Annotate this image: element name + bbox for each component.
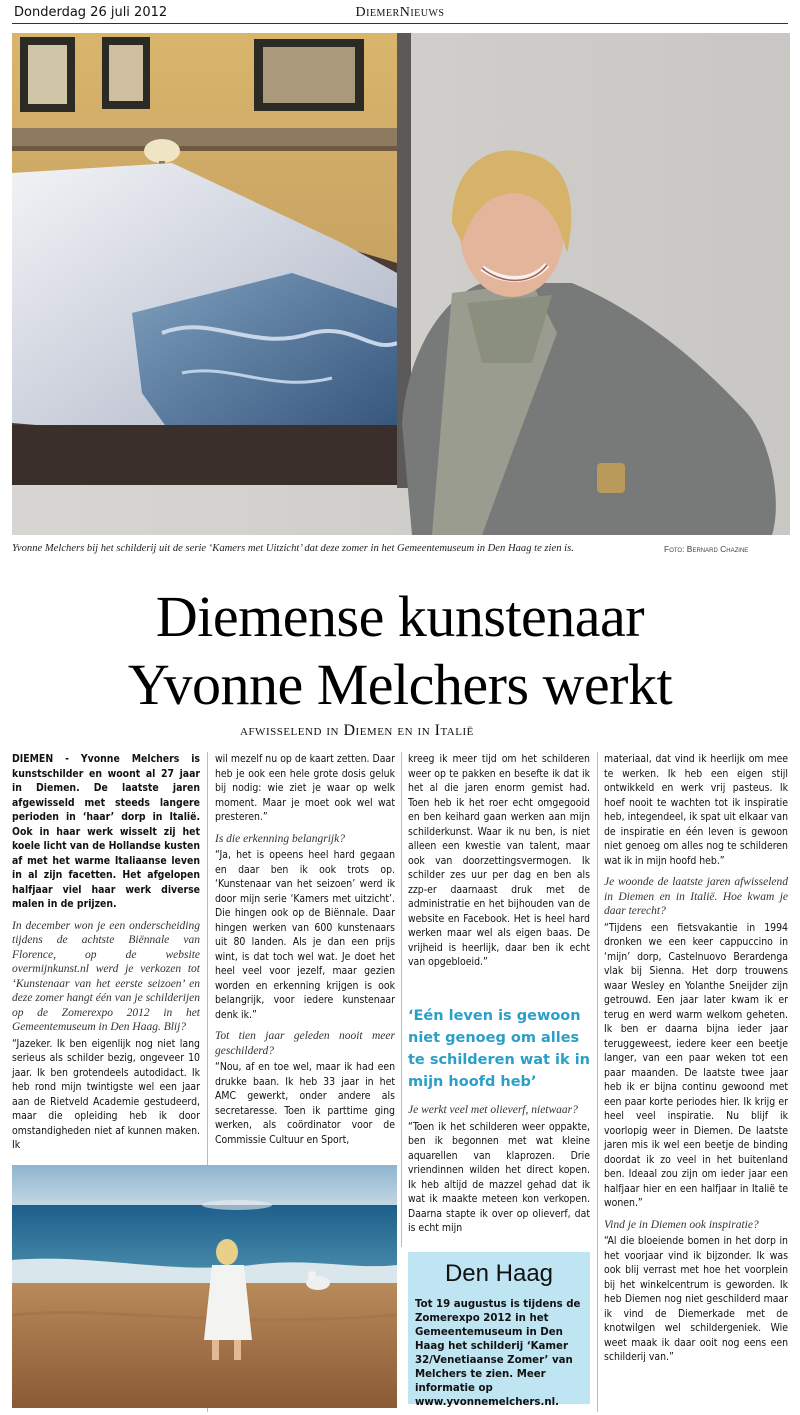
info-box-title: Den Haag — [444, 1260, 554, 1287]
interview-answer: wil mezelf nu op de kaart zetten. Daar heb je ook een hele grote dosis geluk bij nodig: wie ziet je waar op welk moment. Maar je moet ook wel wat presteren.” — [215, 753, 395, 823]
interview-question: Je woonde de laatste jaren afwisselend in Diemen en in Italië. Hoe kwam je daar terecht? — [604, 876, 788, 917]
beach-painting — [12, 1165, 397, 1408]
article-column-1 — [12, 752, 200, 1160]
article-intro: DIEMEN - Yvonne Melchers is kunstschilder en woont al 27 jaar in Diemen. De laatste jaren afgewisseld met steeds langere perioden in ‘haar’ dorp in Italië. Ook in haar werk wisselt zij het koele licht van de Hollandse kusten af met het warme Italiaanse leven in al zijn facetten. Het afgelopen halfjaar viel haar werk diverse malen in de prijzen. — [12, 753, 200, 910]
article-column-4 — [604, 752, 788, 1372]
info-box — [408, 1252, 590, 1408]
pull-quote: ‘Eén leven is gewoon niet genoeg om alles te schilderen wat ik in mijn hoofd heb’ — [408, 1008, 590, 1090]
interview-answer: “Tijdens een fietsvakantie in 1994 dronken we een keer cappuccino in ‘mijn’ dorp, Castelnuovo Berardenga vlak bij Sienna. Het dorp trouwens waar Wesley en Yolanthe Sneijder zijn getrouwd. Een jaar later kwam ik er terug en werd warm welkom geheten. Ik ben er daarna bijna ieder jaar teruggeweest, iedere keer een beetje langer, van een paar weken tot een paar maanden. De laatste twee jaar heb ik er bijna continu gewoond met een paar korte periodes hier. Ik krijg er heel veel inspiratie. Nu blijf ik voorlopig weer in Diemen. De laatste jaren mis ik wel een beetje de binding doordat ik zo veel in het buitenland ben. Ideaal zou zijn om ieder jaar een halfjaar hier en een halfjaar in Italië te wonen.” — [604, 921, 788, 1209]
article-column-3 — [408, 752, 590, 977]
interview-question: In december won je een onderscheiding tijdens de achtste Biënnale van Florence, op de website overmijnkunst.nl werd je verkozen tot ‘Kunstenaar van het eerste seizoen’ en deze zomer hangt één van je schilderijen op de Zomerexpo 2012 in het Gemeentemuseum in Den Haag. Blij? — [12, 919, 200, 1033]
interview-answer: “Toen ik het schilderen weer oppakte, ben ik begonnen met wat kleine aquarellen van klaprozen. Drie vriendinnen wilden het direct kopen. Ik heb altijd de mazzel gehad dat ik wat ik maakte meteen kon verkopen. Daarna stapte ik over op olieverf, dat is echt mijn — [408, 1120, 590, 1234]
interview-answer: “Ja, het is opeens heel hard gegaan en daar ben ik ook trots op. ‘Kunstenaar van het seizoen’ werd ik door mijn serie ‘Kamers met uitzicht’. Die hingen ook op de Biënnale. Daar hingen werken van 600 kunstenaars uit 80 landen. Als je dan een prijs wint, is dat toch wel wat. Je doet het heel veel voor jezelf, maar gezien worden en erkenning krijgen is ook belangrijk, voor iedere kunstenaar denk ik.” — [215, 849, 395, 1021]
interview-question: Tot tien jaar geleden nooit meer geschilderd? — [215, 1030, 395, 1057]
interview-answer: “Nou, af en toe wel, maar ik had een drukke baan. Ik heb 33 jaar in het AMC gewerkt, onder andere als secretaresse. Toen ik parttime ging werken, als coördinator voor de Commissie Cultuur en Sport, — [215, 1061, 395, 1146]
subheadline: afwisselend in Diemen en in Italië — [240, 722, 474, 739]
info-box-text: Tot 19 augustus is tijdens de Zomerexpo 2012 in het Gemeentemuseum in Den Haag het schilderij ‘Kamer 32/Venetiaanse Zomer’ van Melchers te zien. Meer informatie op www.yvonnemelchers.nl. — [415, 1299, 581, 1408]
interview-question: Is die erkenning belangrijk? — [215, 832, 345, 845]
interview-answer: “Al die bloeiende bomen in het dorp in het voorjaar vind ik bijzonder. Ik was ook blij verrast met hoe het voorplein bij het winkelcentrum is geworden. Ik heb Diemen nog niet geschilderd maar ik vind de Diemerkade met de knotwilgen wel schildergeniek. Wie weet maak ik daar ooit nog eens een schilderij van.” — [604, 1235, 788, 1363]
newspaper-name: DiemerNieuws — [355, 5, 445, 20]
interview-question: Vind je in Diemen ook inspiratie? — [604, 1218, 759, 1231]
headline-line-1: Diemense kunstenaar — [155, 584, 645, 649]
header-rule — [12, 23, 788, 24]
interview-answer: materiaal, dat vind ik heerlijk om mee te werken. Ik heb een eigen stijl ontwikkeld en werk vrij pasteus. Ik hoef nooit te wachten tot ik inspiratie heb, integendeel, ik spat uit elkaar van de inspiratie en één leven is gewoon niet genoeg om alles nog te schilderen wat ik in mijn hoofd heb.” — [604, 753, 788, 867]
interview-answer: kreeg ik meer tijd om het schilderen weer op te pakken en besefte ik dat ik het al die jaren enorm gemist had. Toen heb ik het roer echt omgegooid en ben keihard gaan werken aan mijn schilderkunst. Waar ik nu ben, is niet alleen een kwestie van talent, maar ook van doorzettingsvermogen. Ik schilder zes uur per dag en ben als zzp-er daarnaast druk met de administratie en het bijhouden van de website en Facebook. Het is heel hard werken maar wel als eigen baas. De vrijheid is heerlijk, daar ben ik echt van opgebloeid.” — [408, 753, 590, 968]
column-divider — [401, 752, 402, 1247]
photo-credit: Foto: Bernard Chazine — [664, 544, 749, 554]
article-column-2 — [215, 752, 395, 1154]
photo-caption: Yvonne Melchers bij het schilderij uit de serie ‘Kamers met Uitzicht’ dat deze zomer in het Gemeentemuseum in Den Haag te zien is. — [12, 543, 574, 554]
child-on-beach-image — [12, 1165, 397, 1408]
column-divider — [597, 752, 598, 1412]
main-photo — [12, 33, 790, 535]
article-column-3-lower — [408, 1103, 590, 1243]
interview-answer: “Jazeker. Ik ben eigenlijk nog niet lang serieus als schilder bezig, ongeveer 10 jaar. Ik ben grotendeels autodidact. Ik heb rond mijn twintigste wel een jaar aan de Rietveld Academie gestudeerd, maar die opleiding heb ik door omstandigheden niet af kunnen maken. Ik — [12, 1037, 200, 1151]
artist-with-painting-image — [12, 33, 790, 535]
issue-date: Donderdag 26 juli 2012 — [14, 5, 168, 20]
interview-question: Je werkt veel met olieverf, nietwaar? — [408, 1104, 578, 1116]
headline-line-2: Yvonne Melchers werkt — [127, 652, 673, 717]
